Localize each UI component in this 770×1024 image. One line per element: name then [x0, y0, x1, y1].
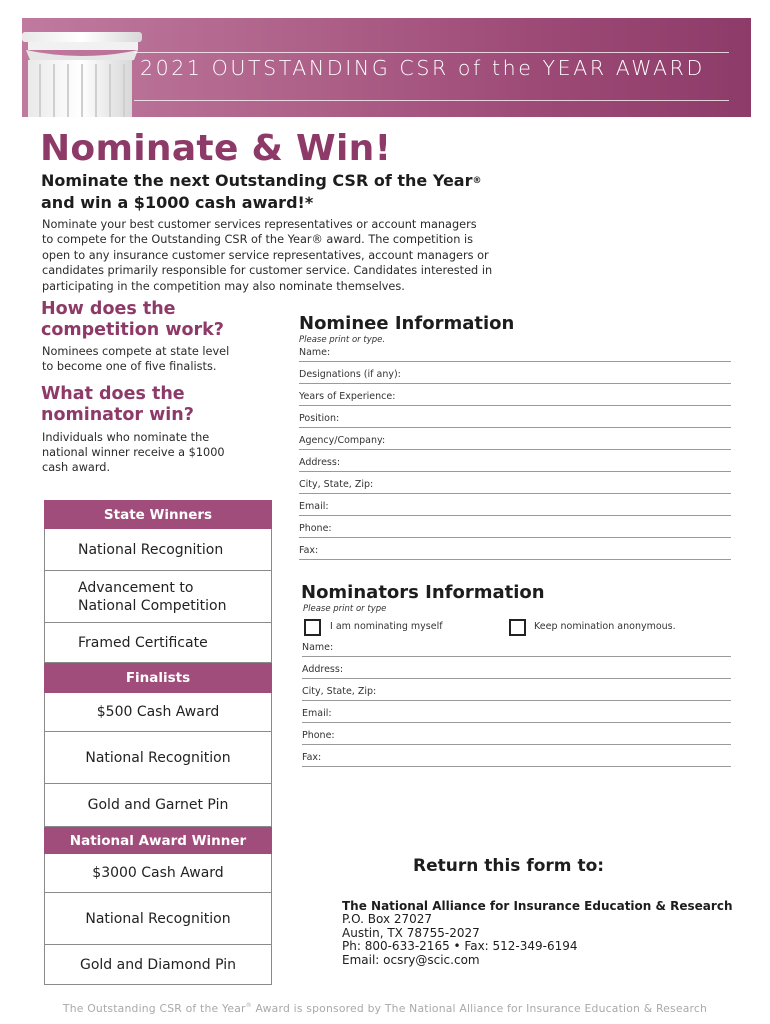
nominee-phone-field[interactable]: [299, 517, 731, 538]
nominee-designations-field[interactable]: [299, 363, 731, 384]
field-label: Address:: [302, 664, 344, 675]
award-label: Gold and Diamond Pin: [80, 956, 236, 973]
return-form-title: Return this form to:: [413, 856, 605, 876]
field-label: Agency/Company:: [299, 435, 386, 446]
faq-text-line: national winner receive a $1000: [42, 446, 225, 459]
field-label: Designations (if any):: [299, 369, 401, 380]
award-label: National Recognition: [85, 910, 231, 927]
nominee-email-field[interactable]: [299, 495, 731, 516]
subhead: [41, 170, 541, 214]
intro-line: open to any insurance customer service representatives, account managers or: [42, 248, 489, 262]
award-row: [44, 945, 272, 985]
return-org-name: The National Alliance for Insurance Education & Research: [342, 899, 733, 913]
nominator-section-title: Nominators Information: [301, 582, 545, 603]
banner-title: 2021 OUTSTANDING CSR of the YEAR AWARD: [140, 56, 705, 80]
nominee-address-field[interactable]: [299, 451, 731, 472]
awards-table: [44, 500, 272, 985]
nominator-print-note: Please print or type: [303, 604, 387, 614]
faq-title-line: competition work?: [41, 320, 224, 340]
banner-rule-bottom: [134, 100, 729, 101]
intro-line: participating in the competition may also nominate themselves.: [42, 279, 405, 293]
award-row: [44, 623, 272, 663]
field-label: Email:: [302, 708, 332, 719]
nominee-city-field[interactable]: [299, 473, 731, 494]
award-label: $3000 Cash Award: [92, 865, 224, 881]
award-row: [44, 529, 272, 571]
award-label: Advancement to: [78, 579, 194, 596]
faq-text-line: Individuals who nominate the: [42, 431, 210, 444]
faq-nominator-title: [41, 384, 281, 426]
award-row: [44, 693, 272, 732]
intro-line: Nominate your best customer services representatives or account managers: [42, 218, 477, 231]
return-email: Email: ocsry@scic.com: [342, 952, 480, 967]
intro-line: candidates primarily responsible for customer service. Candidates interested in: [42, 264, 493, 278]
nominee-name-field[interactable]: [299, 341, 731, 362]
return-address-block: [342, 900, 732, 967]
award-row: [44, 732, 272, 784]
intro-line: to compete for the Outstanding CSR of the Year® award. The competition is: [42, 233, 473, 247]
nominator-name-field[interactable]: [302, 636, 731, 657]
faq-competition-title: [41, 299, 281, 341]
field-label: Phone:: [299, 523, 332, 534]
award-row: [44, 893, 272, 945]
sponsor-footer: [0, 1002, 770, 1015]
faq-text-line: to become one of five finalists.: [42, 360, 217, 373]
field-label: Phone:: [302, 730, 335, 741]
award-label: Gold and Garnet Pin: [87, 797, 229, 813]
nominating-myself-checkbox[interactable]: [304, 619, 321, 636]
column-pillar-icon: [22, 18, 152, 117]
footer-text: Award is sponsored by The National Alliance for Insurance Education & Research: [251, 1002, 708, 1015]
award-label: Framed Certificate: [78, 634, 208, 651]
field-label: Name:: [299, 347, 331, 358]
state-winners-heading: State Winners: [44, 500, 272, 529]
registered-mark: ®: [245, 1002, 252, 1009]
nominee-experience-field[interactable]: [299, 385, 731, 406]
return-phone-fax: Ph: 800-633-2165 • Fax: 512-349-6194: [342, 939, 578, 954]
award-label: National Competition: [78, 597, 227, 614]
award-label: National Recognition: [85, 749, 231, 766]
field-label: Address:: [299, 457, 341, 468]
nominee-position-field[interactable]: [299, 407, 731, 428]
award-row: [44, 571, 272, 623]
faq-nominator-text: [42, 430, 267, 475]
subhead-line-1: Nominate the next Outstanding CSR of the Year: [41, 171, 473, 190]
finalists-heading: Finalists: [44, 663, 272, 693]
nominator-city-field[interactable]: [302, 680, 731, 701]
nominating-myself-label: I am nominating myself: [330, 621, 443, 632]
faq-text-line: Nominees compete at state level: [42, 345, 230, 358]
field-label: Email:: [299, 501, 329, 512]
subhead-line-2: and win a $1000 cash award!*: [41, 193, 314, 212]
nominee-fax-field[interactable]: [299, 539, 731, 560]
field-label: City, State, Zip:: [299, 479, 374, 490]
national-winner-heading: National Award Winner: [44, 827, 272, 854]
faq-competition-text: [42, 344, 267, 374]
field-label: Position:: [299, 413, 340, 424]
intro-paragraph: [42, 217, 542, 294]
footer-text: The Outstanding CSR of the Year: [62, 1002, 246, 1015]
award-label: $500 Cash Award: [96, 704, 220, 720]
keep-anonymous-checkbox[interactable]: [509, 619, 526, 636]
field-label: City, State, Zip:: [302, 686, 377, 697]
award-row: [44, 784, 272, 827]
faq-title-line: How does the: [41, 299, 176, 319]
award-row: [44, 854, 272, 893]
nominee-agency-field[interactable]: [299, 429, 731, 450]
nominator-fax-field[interactable]: [302, 746, 731, 767]
registered-mark: ®: [472, 176, 482, 186]
header-banner: [22, 18, 751, 117]
nominator-email-field[interactable]: [302, 702, 731, 723]
faq-title-line: nominator win?: [41, 405, 194, 425]
page-title: Nominate & Win!: [40, 128, 392, 169]
field-label: Fax:: [299, 545, 319, 556]
award-label: National Recognition: [78, 541, 224, 558]
nominator-address-field[interactable]: [302, 658, 731, 679]
field-label: Fax:: [302, 752, 322, 763]
return-po-box: P.O. Box 27027: [342, 912, 433, 927]
faq-text-line: cash award.: [42, 461, 111, 474]
field-label: Years of Experience:: [299, 391, 396, 402]
banner-rule-top: [134, 52, 729, 53]
keep-anonymous-label: Keep nomination anonymous.: [534, 621, 676, 632]
return-city: Austin, TX 78755-2027: [342, 925, 480, 940]
nominee-print-note: Please print or type.: [299, 335, 386, 345]
faq-title-line: What does the: [41, 384, 185, 404]
nominator-phone-field[interactable]: [302, 724, 731, 745]
nominee-section-title: Nominee Information: [299, 313, 515, 334]
field-label: Name:: [302, 642, 334, 653]
